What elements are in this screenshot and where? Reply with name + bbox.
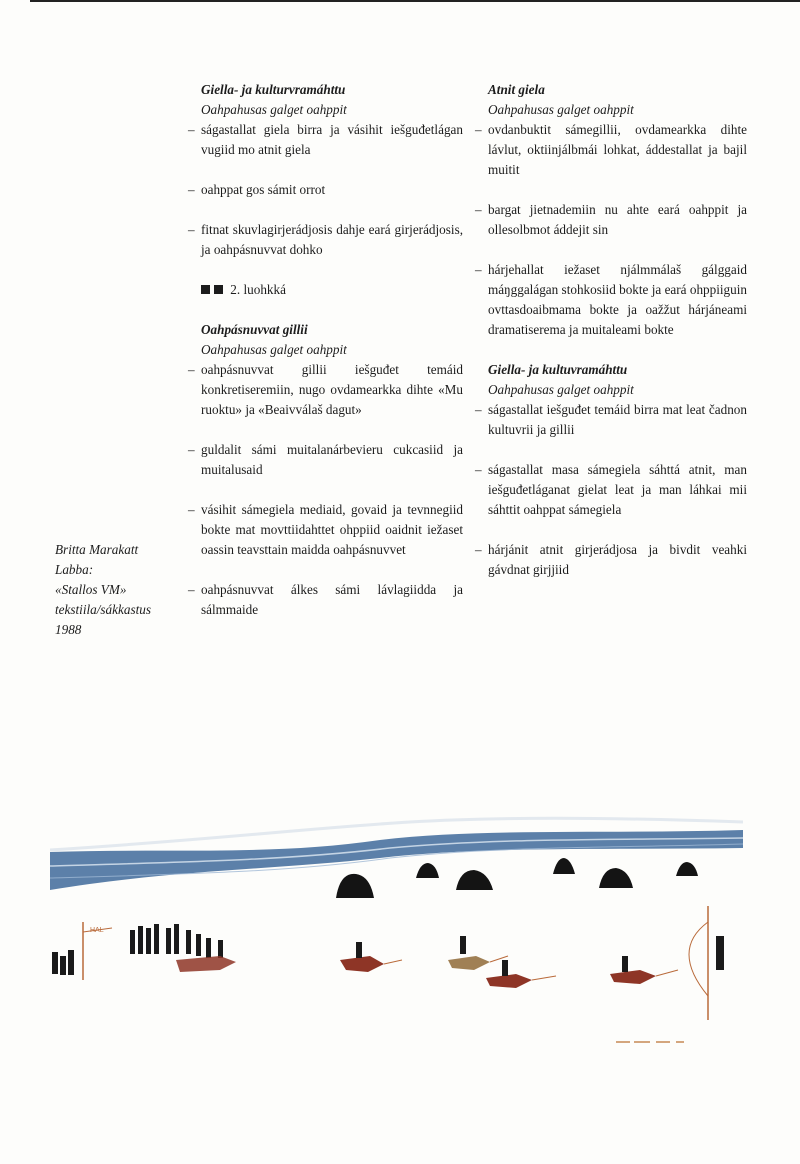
section-heading: Giella- ja kulturvramáhttu	[201, 82, 346, 97]
list-item: – ságastallat giela birra ja vásihit iešguđetlágan vugiid mo atnit giela	[188, 120, 463, 160]
spectator-figure	[206, 938, 211, 958]
artwork-caption	[55, 540, 185, 640]
spectator-figure	[52, 952, 58, 974]
caption-year: 1988	[55, 622, 82, 637]
finish-rope	[689, 922, 708, 996]
lavvu-group	[336, 858, 698, 898]
item-list	[188, 360, 463, 620]
list-item: – oahpásnuvvat álkes sámi lávlagiidda ja sálmmaide	[188, 580, 463, 620]
spectator-figure	[218, 940, 223, 958]
finish-official-figure	[716, 936, 724, 970]
left-section-language	[188, 320, 463, 620]
section-heading: Oahpásnuvvat gillii	[201, 322, 308, 337]
racer-thread	[656, 970, 678, 976]
rider-figure	[622, 956, 628, 972]
lavvu-icon	[416, 863, 439, 878]
reindeer-shape	[340, 956, 384, 972]
racer-thread	[384, 960, 402, 964]
reindeer-shape	[448, 956, 490, 970]
section-subheading: Oahpahusas galget oahppit	[488, 382, 634, 397]
caption-medium: tekstiila/sákkastus	[55, 602, 151, 617]
item-list	[475, 120, 747, 340]
spectator-figure	[146, 928, 151, 954]
left-column	[188, 80, 463, 640]
racer-1	[340, 942, 402, 972]
reindeer-shape	[610, 970, 656, 984]
list-item: – oahppat gos sámit orrot	[188, 180, 463, 200]
caption-artist: Britta Marakatt	[55, 542, 139, 557]
right-section-culture	[475, 360, 747, 580]
item-list	[188, 120, 463, 260]
list-item: – guldalit sámi muitalanárbevieru cukcasiid ja muitalusaid	[188, 440, 463, 480]
section-heading: Atnit giela	[488, 82, 545, 97]
square-bullet-icon	[214, 285, 223, 294]
section-subheading: Oahpahusas galget oahppit	[201, 102, 347, 117]
top-rule	[30, 0, 800, 2]
racer-3	[486, 960, 556, 988]
left-section-culture	[188, 80, 463, 260]
lavvu-icon	[553, 858, 575, 874]
section-subheading: Oahpahusas galget oahppit	[201, 342, 347, 357]
spectator-figure	[68, 950, 74, 975]
section-heading: Giella- ja kultuvramáhttu	[488, 362, 628, 377]
racer-thread	[532, 976, 556, 980]
list-item: – fitnat skuvlagirjerádjosis dahje eará girjerádjosis, ja oahpásnuvvat dohko	[188, 220, 463, 260]
list-item: – ságastallat masa sámegiela sáhttá atnit, man iešguđetláganat gielat leat ja man láhkai mii sáhttit oahppat sámegiela	[475, 460, 747, 520]
list-item: – ságastallat iešguđet temáid birra mat leat čadnon kultuvrii ja gillii	[475, 400, 747, 440]
lavvu-icon	[336, 874, 374, 898]
spectator-figure	[60, 956, 66, 975]
item-list	[475, 400, 747, 580]
lavvu-icon	[456, 870, 493, 890]
square-bullet-icon	[201, 285, 210, 294]
right-section-use	[475, 80, 747, 340]
racer-2	[448, 936, 508, 970]
stallos-vm-artwork	[50, 810, 743, 1050]
spectator-figure	[196, 934, 201, 956]
reindeer-group-left	[176, 956, 236, 972]
start-banner-text: HAL	[90, 927, 104, 934]
spectator-figure	[154, 924, 159, 954]
list-item: – vásihit sámegiela mediaid, govaid ja tevnnegiid bokte mat movttiidahttet ohppiid oaidnit iežaset oassin teavsttain maidda oahpásnuvvet	[188, 500, 463, 560]
lavvu-icon	[676, 862, 698, 876]
list-item: – bargat jietnademiin nu ahte eará oahppit ja ollesolbmot áddejit sin	[475, 200, 747, 240]
list-item: – hárjánit atnit girjerádjosa ja bivdit veahki gávdnat girjjiid	[475, 540, 747, 580]
spectator-figure	[166, 928, 171, 954]
spectator-figure	[130, 930, 135, 954]
spectator-figure	[138, 926, 143, 954]
reindeer-shape	[486, 974, 532, 988]
spectator-figure	[186, 930, 191, 954]
rider-figure	[502, 960, 508, 976]
racer-4	[610, 956, 678, 984]
rider-figure	[356, 942, 362, 958]
grade-label	[188, 280, 463, 300]
section-subheading: Oahpahusas galget oahppit	[488, 102, 634, 117]
list-item: – oahpásnuvvat gillii iešguđet temáid konkretiseremiin, nugo ovdamearkka dihte «Mu ruoktu» ja «Beaivválaš dagut»	[188, 360, 463, 420]
caption-work: «Stallos VM»	[55, 582, 127, 597]
right-column	[475, 80, 747, 600]
rider-figure	[460, 936, 466, 954]
list-item: – hárjehallat iežaset njálmmálaš gálggaid máŋggalágan stohkosiid bokte ja eará ohppiiguin ovttasdoaibmama bokte ja oažžut hárjáneami dramatiserema ja muitaleami bokte	[475, 260, 747, 340]
lavvu-icon	[599, 868, 633, 888]
list-item: – ovdanbuktit sámegillii, ovdamearkka dihte lávlut, oktiinjálbmái lohkat, áddestallat ja bajil muitit	[475, 120, 747, 180]
grade-text: 2. luohkká	[230, 282, 286, 297]
spectator-figure	[174, 924, 179, 954]
caption-title: Labba:	[55, 562, 94, 577]
